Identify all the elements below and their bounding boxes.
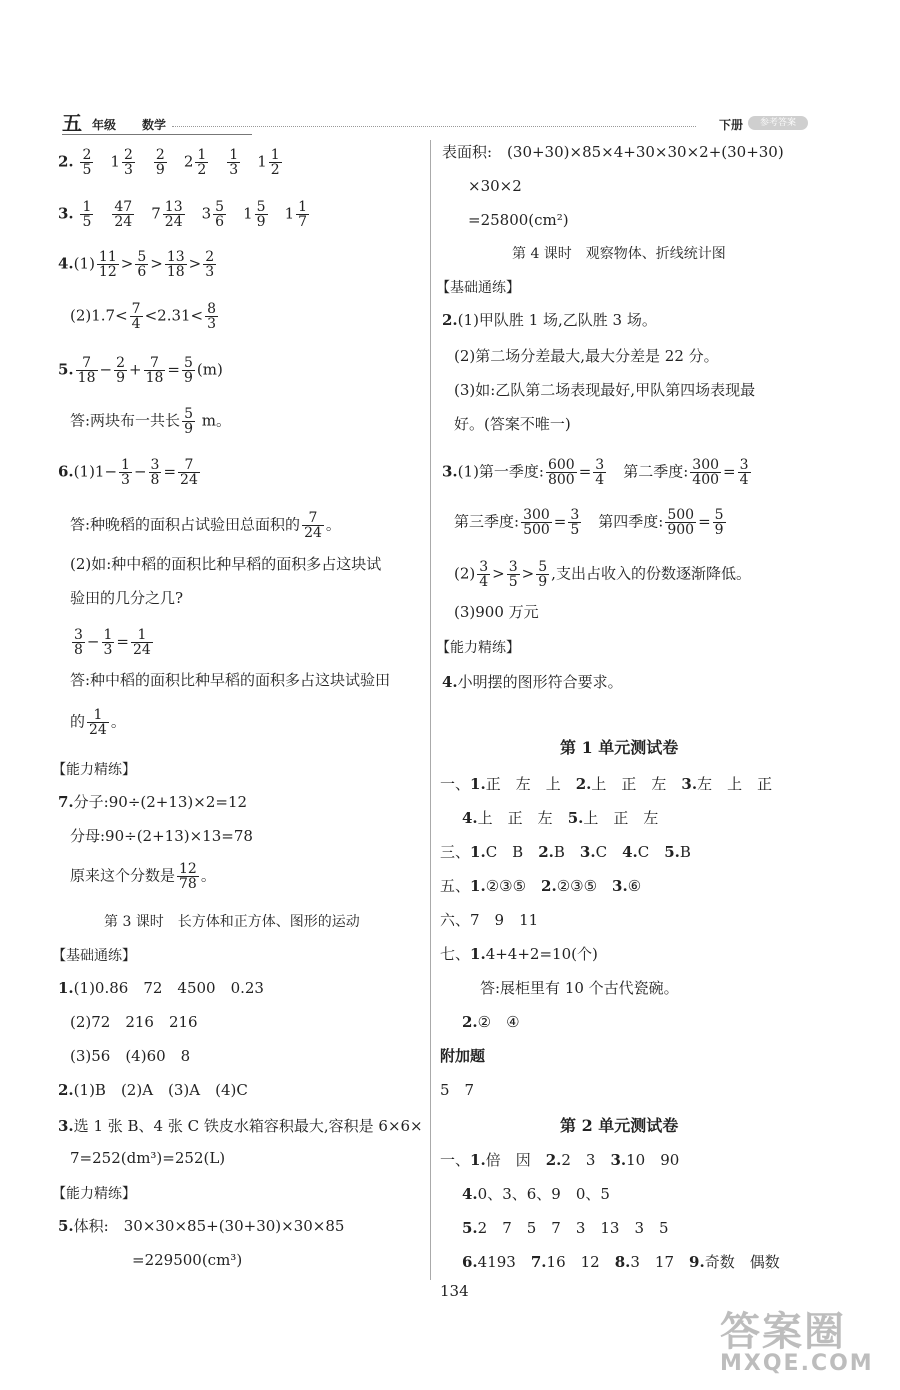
answer-line: 五、1.②③⑤ 2.②③⑤ 3.⑥ xyxy=(440,877,642,895)
denominator: 6 xyxy=(137,264,147,280)
fraction xyxy=(144,356,166,385)
fraction xyxy=(536,560,549,589)
denominator: 24 xyxy=(89,722,107,738)
fraction xyxy=(738,458,751,487)
answer-line: (3)56 (4)60 8 xyxy=(70,1047,191,1065)
numerator: 7 xyxy=(76,356,98,371)
fraction xyxy=(713,508,726,537)
denominator: 5 xyxy=(508,574,518,590)
numerator: 2 xyxy=(123,147,133,163)
fraction xyxy=(131,628,153,657)
answer-line: ×30×2 xyxy=(468,177,522,195)
answer-line: 分母:90÷(2+13)×13=78 xyxy=(70,827,253,845)
numerator: 300 xyxy=(523,507,550,523)
numerator: 5 xyxy=(714,507,724,523)
answer-line: (2)第二场分差最大,最大分差是 22 分。 xyxy=(454,347,719,365)
denominator: 2 xyxy=(270,162,280,178)
watermark-logo: 答案圈 MXQE.COM xyxy=(720,1309,874,1376)
answer-line: 5.2 7 5 7 3 13 3 5 xyxy=(462,1219,669,1237)
denominator: 3 xyxy=(229,162,239,178)
denominator: 3 xyxy=(103,642,113,658)
fraction xyxy=(178,458,200,487)
fraction xyxy=(182,356,195,385)
answers-badge: 参考答案 xyxy=(748,116,808,130)
fraction xyxy=(76,356,98,385)
denominator: 24 xyxy=(133,642,151,658)
page-header xyxy=(62,112,808,134)
answer-line: 6.(1)1− $\frac{1}{3}$ − $\frac{3}{8}$ = $\frac{7}{24}$ xyxy=(58,457,198,488)
answer-line: 答:种中稻的面积比种早稻的面积多占这块试验田 xyxy=(70,671,391,689)
answer-line: =229500(cm³) xyxy=(132,1251,243,1269)
page-number: 134 xyxy=(440,1282,469,1300)
numerator: 1 xyxy=(103,627,113,643)
numerator: 1 xyxy=(270,147,280,163)
answer-line: 1.(1)0.86 72 4500 0.23 xyxy=(58,979,264,997)
denominator: 5 xyxy=(82,162,92,178)
answer-line: 4.小明摆的图形符合要求。 xyxy=(442,673,623,691)
answer-line: (3)900 万元 xyxy=(454,603,539,621)
denominator: 24 xyxy=(114,214,133,230)
section-label: 【能力精练】 xyxy=(52,762,136,778)
answer-line: (2)72 216 216 xyxy=(70,1013,198,1031)
answer-line: 7=252(dm³)=252(L) xyxy=(70,1149,226,1167)
denominator: 800 xyxy=(547,472,575,488)
denominator: 4 xyxy=(131,316,141,332)
fraction xyxy=(154,148,167,177)
fraction xyxy=(114,356,127,385)
numerator: 2 xyxy=(205,249,215,265)
denominator: 9 xyxy=(155,162,165,178)
denominator: 3 xyxy=(123,162,133,178)
test-title: 第 2 单元测试卷 xyxy=(560,1116,679,1135)
denominator: 3 xyxy=(207,316,217,332)
fraction xyxy=(182,407,195,436)
fraction xyxy=(665,508,696,537)
answer-line: 3.选 1 张 B、4 张 C 铁皮水箱容积最大,容积是 6×6× xyxy=(58,1117,423,1135)
fraction xyxy=(112,200,134,229)
denominator: 5 xyxy=(570,522,580,538)
fraction xyxy=(149,458,162,487)
numerator: 1 xyxy=(87,708,109,723)
volume-label: 下册 xyxy=(718,118,743,132)
denominator: 7 xyxy=(298,214,308,230)
denominator: 9 xyxy=(538,574,548,590)
numerator: 5 xyxy=(538,559,548,575)
fraction xyxy=(122,148,135,177)
numerator: 2 xyxy=(82,147,92,163)
numerator: 600 xyxy=(547,457,575,473)
answer-line: 一、1.正 左 上 2.上 正 左 3.左 上 正 xyxy=(440,775,773,793)
fraction xyxy=(119,458,132,487)
fraction xyxy=(87,708,109,737)
denominator: 24 xyxy=(164,214,183,230)
numerator: 5 xyxy=(215,199,225,215)
answer-line: 三、1.C B 2.B 3.C 4.C 5.B xyxy=(440,843,691,861)
answer-line: 3.(1)第一季度: $\frac{600}{800}$ = $\frac{3}{4}$ 第二季度: $\frac{300}{400}$ = $\frac{3}{4}$ xyxy=(442,457,749,488)
grade-label: 年级 xyxy=(92,118,117,132)
fraction xyxy=(302,511,324,540)
fraction xyxy=(593,458,606,487)
numerator: 3 xyxy=(508,559,518,575)
answer-line: 好。(答案不唯一) xyxy=(454,415,571,433)
fraction xyxy=(195,148,208,177)
numerator: 2 xyxy=(155,147,165,163)
answer-line: 5 7 xyxy=(440,1081,475,1099)
answer-line: =25800(cm²) xyxy=(468,211,569,229)
denominator: 78 xyxy=(179,876,197,892)
section-label: 【能力精练】 xyxy=(436,640,520,656)
fraction xyxy=(80,200,93,229)
denominator: 6 xyxy=(215,214,225,230)
denominator: 3 xyxy=(121,472,130,488)
numerator: 1 xyxy=(131,628,153,643)
denominator: 18 xyxy=(166,264,185,280)
answer-line: 6.4193 7.16 12 8.3 17 9.奇数 偶数 xyxy=(462,1253,780,1271)
numerator: 1 xyxy=(121,457,130,473)
numerator: 300 xyxy=(692,457,720,473)
answer-line: $\frac{3}{8}$ − $\frac{1}{3}$ = $\frac{1}{24}$ xyxy=(74,627,151,658)
numerator: 3 xyxy=(595,457,605,473)
denominator: 3 xyxy=(205,264,215,280)
numerator: 5 xyxy=(184,406,193,422)
fraction xyxy=(255,200,268,229)
extra-heading: 附加题 xyxy=(440,1047,486,1065)
answer-line: 2.② ④ xyxy=(462,1013,520,1031)
answer-line: 答:种晚稻的面积占试验田总面积的 $\frac{7}{24}$ 。 xyxy=(70,510,341,541)
answer-line: 4.上 正 左 5.上 正 左 xyxy=(462,809,659,827)
numerator: 2 xyxy=(116,355,125,371)
denominator: 5 xyxy=(82,214,92,230)
numerator: 1 xyxy=(298,199,308,215)
answer-line: 七、1.4+4+2=10(个) xyxy=(440,945,598,963)
answer-line: 4.(1) $\frac{11}{12}$ > $\frac{5}{6}$ > $\frac{13}{18}$ > $\frac{2}{3}$ xyxy=(58,249,215,280)
numerator: 12 xyxy=(179,861,197,877)
fraction xyxy=(80,148,93,177)
answer-line: 表面积: (30+30)×85×4+30×30×2+(30+30) xyxy=(442,143,784,161)
numerator: 3 xyxy=(74,627,83,643)
fraction xyxy=(165,250,187,279)
answer-line: 的 $\frac{1}{24}$ 。 xyxy=(70,707,126,738)
denominator: 9 xyxy=(256,214,266,230)
answer-line: 5.体积: 30×30×85+(30+30)×30×85 xyxy=(58,1217,345,1235)
denominator: 9 xyxy=(116,370,125,386)
numerator: 5 xyxy=(256,199,266,215)
numerator: 1 xyxy=(197,147,207,163)
answer-line: 2.(1)B (2)A (3)A (4)C xyxy=(58,1081,248,1099)
numerator: 7 xyxy=(144,356,166,371)
fraction xyxy=(521,508,552,537)
answer-line: 第三季度: $\frac{300}{500}$ = $\frac{3}{5}$ 第四季度: $\frac{500}{900}$ = $\frac{5}{9}$ xyxy=(454,507,724,538)
answer-line: 答:两块布一共长 $\frac{5}{9}$ m。 xyxy=(70,406,231,437)
numerator: 47 xyxy=(114,199,133,215)
answer-line: 原来这个分数是 $\frac{12}{78}$ 。 xyxy=(70,861,216,892)
numerator: 3 xyxy=(479,559,489,575)
numerator: 7 xyxy=(131,301,141,317)
denominator: 8 xyxy=(74,642,83,658)
numerator: 7 xyxy=(178,458,200,473)
fraction xyxy=(690,458,721,487)
denominator: 500 xyxy=(523,522,550,538)
denominator: 4 xyxy=(739,472,749,488)
answer-line: 7.分子:90÷(2+13)×2=12 xyxy=(58,793,248,811)
grade-number: 五 xyxy=(62,111,82,135)
fraction xyxy=(568,508,581,537)
fraction xyxy=(177,862,199,891)
section-label: 【基础通练】 xyxy=(436,280,520,296)
denominator: 12 xyxy=(98,264,117,280)
answer-line: 3. $\frac{1}{5}$ $\frac{47}{24}$ 7 $\frac{13}{24}$ 3 $\frac{5}{6}$ 1 $\frac{5}{9}$ 1 $\frac{1}{7}$ xyxy=(58,199,308,230)
section-label: 【能力精练】 xyxy=(52,1186,136,1202)
fraction xyxy=(477,560,490,589)
answer-line: 一、1.倍 因 2.2 3 3.10 90 xyxy=(440,1151,680,1169)
answer-line: 2. $\frac{2}{5}$ 1 $\frac{2}{3}$ $\frac{2}{9}$ 2 $\frac{1}{2}$ $\frac{1}{3}$ 1 $\frac{1}{2}$ xyxy=(58,147,280,178)
fraction xyxy=(97,250,119,279)
test-title: 第 1 单元测试卷 xyxy=(560,738,679,757)
denominator: 900 xyxy=(667,522,695,538)
fraction xyxy=(163,200,185,229)
denominator: 9 xyxy=(183,370,193,386)
numerator: 11 xyxy=(98,249,117,265)
denominator: 4 xyxy=(479,574,489,590)
answer-line: (3)如:乙队第二场表现最好,甲队第四场表现最 xyxy=(454,381,756,399)
numerator: 3 xyxy=(570,507,580,523)
denominator: 18 xyxy=(145,370,164,386)
answer-line: 2.(1)甲队胜 1 场,乙队胜 3 场。 xyxy=(442,311,657,329)
denominator: 2 xyxy=(197,162,207,178)
fraction xyxy=(296,200,309,229)
numerator: 1 xyxy=(82,199,92,215)
answer-line: 5. $\frac{7}{18}$ − $\frac{2}{9}$ + $\frac{7}{18}$ = $\frac{5}{9}$ (m) xyxy=(58,355,223,386)
denominator: 18 xyxy=(77,370,96,386)
fraction xyxy=(72,628,85,657)
numerator: 5 xyxy=(183,355,193,371)
fraction xyxy=(227,148,240,177)
numerator: 13 xyxy=(166,249,185,265)
denominator: 4 xyxy=(595,472,605,488)
answer-line: (2)如:种中稻的面积比种早稻的面积多占这块试 xyxy=(70,555,382,573)
numerator: 1 xyxy=(229,147,239,163)
column-divider xyxy=(430,140,431,1280)
section-label: 【基础通练】 xyxy=(52,948,136,964)
fraction xyxy=(102,628,115,657)
denominator: 8 xyxy=(150,472,160,488)
numerator: 13 xyxy=(164,199,183,215)
denominator: 9 xyxy=(714,522,724,538)
answer-line: (2) $\frac{3}{4}$ > $\frac{3}{5}$ > $\frac{5}{9}$ ,支出占收入的份数逐渐降低。 xyxy=(454,559,751,590)
answer-line: 六、7 9 11 xyxy=(440,911,539,929)
fraction xyxy=(546,458,577,487)
numerator: 7 xyxy=(302,511,324,526)
numerator: 500 xyxy=(667,507,695,523)
numerator: 3 xyxy=(150,457,160,473)
fraction xyxy=(507,560,520,589)
answer-line: 4.0、3、6、9 0、5 xyxy=(462,1185,610,1203)
header-rule xyxy=(172,126,696,127)
answer-line: 答:展柜里有 10 个古代瓷碗。 xyxy=(480,979,679,997)
lesson-title: 第 3 课时 长方体和正方体、图形的运动 xyxy=(104,914,360,930)
fraction xyxy=(213,200,226,229)
denominator: 24 xyxy=(180,472,198,488)
lesson-title: 第 4 课时 观察物体、折线统计图 xyxy=(512,246,726,262)
numerator: 3 xyxy=(739,457,749,473)
fraction xyxy=(269,148,282,177)
subject-label: 数学 xyxy=(142,118,167,132)
fraction xyxy=(135,250,148,279)
fraction xyxy=(205,302,218,331)
answer-line: (2)1.7< $\frac{7}{4}$ <2.31< $\frac{8}{3}$ xyxy=(70,301,217,332)
fraction xyxy=(203,250,216,279)
fraction xyxy=(130,302,143,331)
denominator: 400 xyxy=(692,472,720,488)
denominator: 9 xyxy=(184,421,193,437)
answer-line: 验田的几分之几? xyxy=(70,589,184,607)
numerator: 5 xyxy=(137,249,147,265)
numerator: 8 xyxy=(207,301,217,317)
denominator: 24 xyxy=(304,525,322,541)
